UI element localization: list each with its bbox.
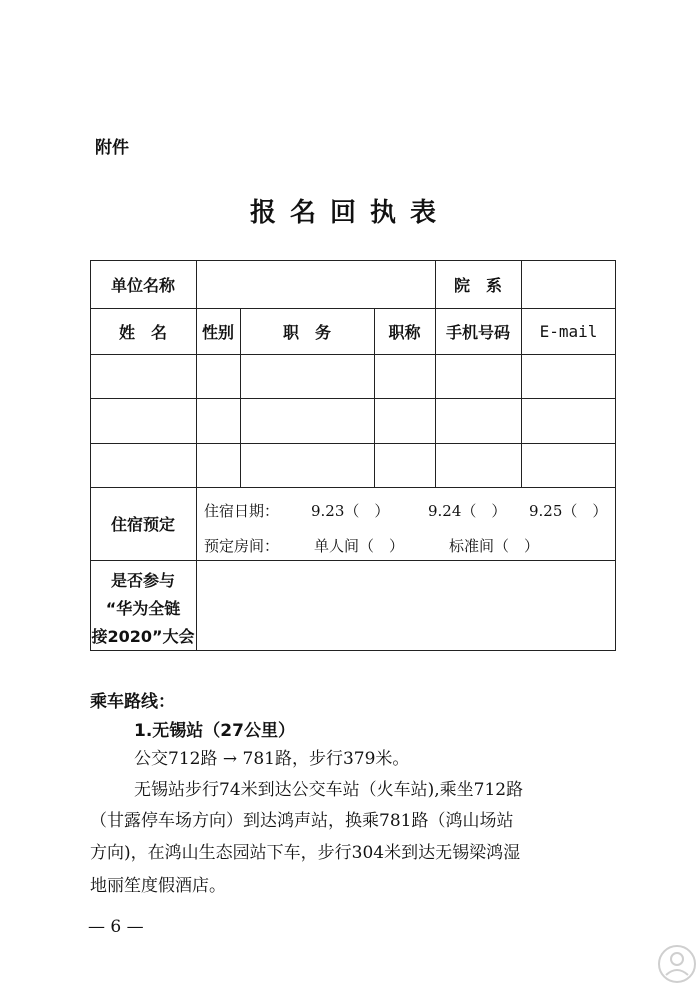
room-label: 预定房间： <box>204 537 280 555</box>
route-detail-line-3: 方向)，在鸿山生态园站下车，步行304米到达无锡梁鸿湿 <box>90 843 521 863</box>
header-email: E-mail <box>539 321 598 341</box>
page-number: — 6 — <box>88 917 144 937</box>
header-position: 职 务 <box>282 322 331 342</box>
department-label: 院 系 <box>453 275 502 295</box>
stay-date-924: 9.24（ ） <box>428 502 507 520</box>
route-heading: 乘车路线： <box>90 692 175 712</box>
attend-label-line-2: “华为全链 <box>105 598 181 618</box>
unit-name-label: 单位名称 <box>110 275 175 295</box>
room-single: 单人间（ ） <box>314 537 405 555</box>
bus-line: 公交712路 → 781路，步行379米。 <box>134 749 410 769</box>
accommodation-label: 住宿预定 <box>110 515 175 534</box>
header-phone: 手机号码 <box>445 322 510 342</box>
station-title: 1.无锡站（27公里） <box>134 721 295 741</box>
route-detail-line-2: （甘露停车场方向）到达鸿声站，换乘781路（鸿山场站 <box>90 811 514 831</box>
header-gender: 性别 <box>201 322 234 342</box>
stay-date-923: 9.23（ ） <box>311 502 390 520</box>
room-standard: 标准间（ ） <box>449 537 540 555</box>
route-detail-line-1: 无锡站步行74米到达公交车站（火车站),乘坐712路 <box>134 780 524 800</box>
attend-label-line-1: 是否参与 <box>110 570 175 590</box>
attachment-label: 附件 <box>95 138 129 158</box>
form-title: 报名回执表 <box>249 198 450 228</box>
route-detail-line-4: 地丽笙度假酒店。 <box>90 876 226 896</box>
attend-label-line-3: 接2020”大会 <box>91 626 195 646</box>
registration-form-table <box>90 260 616 651</box>
stay-date-925: 9.25（ ） <box>529 502 608 520</box>
user-avatar-icon <box>657 944 697 984</box>
header-name: 姓 名 <box>118 322 167 342</box>
stay-dates-label: 住宿日期： <box>204 502 280 520</box>
header-title: 职称 <box>388 322 421 342</box>
